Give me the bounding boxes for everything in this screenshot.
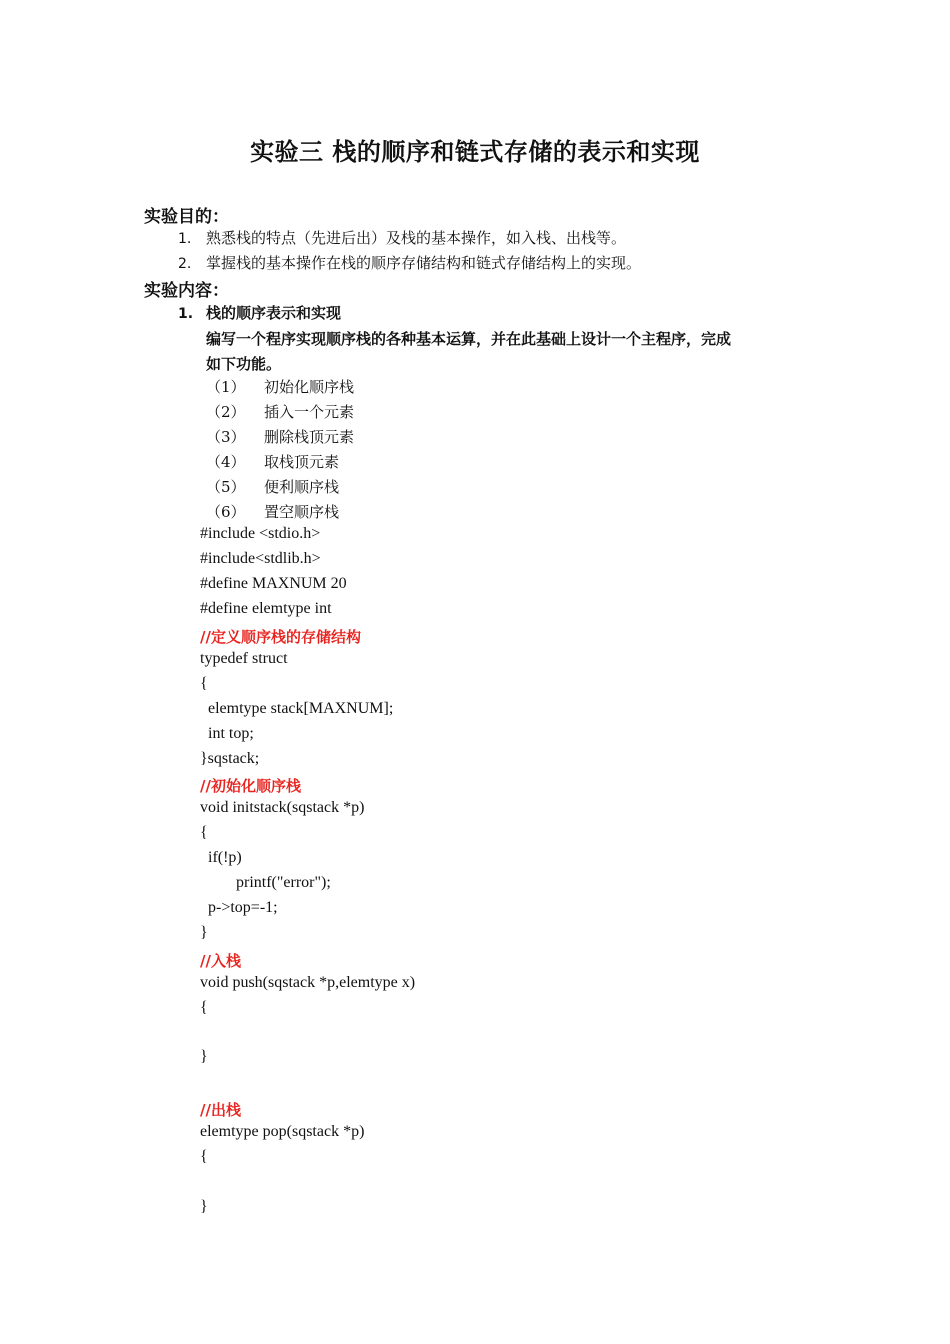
list-text: 熟悉栈的特点（先进后出）及栈的基本操作，如入栈、出栈等。 [206, 229, 627, 247]
function-item-2 [206, 401, 354, 422]
code-line: int top; [200, 725, 254, 742]
list-number: 1. [178, 231, 192, 247]
section-description-line-1: 编写一个程序实现顺序栈的各种基本运算，并在此基础上设计一个主程序，完成 [206, 330, 732, 348]
function-item-4 [206, 451, 339, 472]
section-description-line-2: 如下功能。 [206, 355, 282, 373]
list-number: 1. [178, 306, 194, 322]
code-line: elemtype stack[MAXNUM]; [200, 700, 394, 717]
code-line: }sqstack; [200, 750, 260, 767]
section-1-title [178, 302, 341, 323]
function-number: （5） [206, 478, 246, 496]
function-number: （2） [206, 403, 246, 421]
code-line: typedef struct [200, 650, 288, 667]
code-line: } [200, 1198, 208, 1215]
code-line: p->top=-1; [200, 899, 278, 916]
code-line: } [200, 924, 208, 941]
function-text: 插入一个元素 [264, 403, 355, 421]
code-line: #define MAXNUM 20 [200, 575, 347, 592]
code-comment: //出栈 [200, 1101, 241, 1119]
code-comment: //入栈 [200, 952, 241, 970]
code-line: #include<stdlib.h> [200, 550, 321, 567]
content-heading: 实验内容： [144, 281, 229, 301]
code-line: printf("error"); [200, 874, 331, 891]
code-line: void initstack(sqstack *p) [200, 799, 365, 816]
code-line: if(!p) [200, 849, 242, 866]
function-number: （4） [206, 453, 246, 471]
function-number: （6） [206, 503, 246, 521]
function-text: 初始化顺序栈 [264, 378, 355, 396]
section-title-text: 栈的顺序表示和实现 [206, 304, 342, 322]
code-line: } [200, 1048, 208, 1065]
function-item-3 [206, 426, 354, 447]
code-comment: //初始化顺序栈 [200, 777, 301, 795]
function-item-5 [206, 476, 339, 497]
code-line: { [200, 1148, 208, 1165]
code-line: { [200, 999, 208, 1016]
function-text: 置空顺序栈 [264, 503, 340, 521]
purpose-item-1 [178, 227, 626, 248]
function-text: 删除栈顶元素 [264, 428, 355, 446]
code-line: void push(sqstack *p,elemtype x) [200, 974, 416, 991]
function-text: 便利顺序栈 [264, 478, 340, 496]
purpose-item-2 [178, 252, 641, 273]
code-comment: //定义顺序栈的存储结构 [200, 628, 361, 646]
function-number: （3） [206, 428, 246, 446]
document-title: 实验三 栈的顺序和链式存储的表示和实现 [250, 138, 700, 166]
function-number: （1） [206, 378, 246, 396]
list-text: 掌握栈的基本操作在栈的顺序存储结构和链式存储结构上的实现。 [206, 254, 642, 272]
function-item-1 [206, 376, 354, 397]
purpose-heading: 实验目的： [144, 207, 229, 227]
code-line: { [200, 824, 208, 841]
list-number: 2. [178, 256, 192, 272]
code-line: #include <stdio.h> [200, 525, 321, 542]
code-line: #define elemtype int [200, 600, 332, 617]
code-line: { [200, 675, 208, 692]
function-text: 取栈顶元素 [264, 453, 340, 471]
function-item-6 [206, 501, 339, 522]
code-line: elemtype pop(sqstack *p) [200, 1123, 365, 1140]
